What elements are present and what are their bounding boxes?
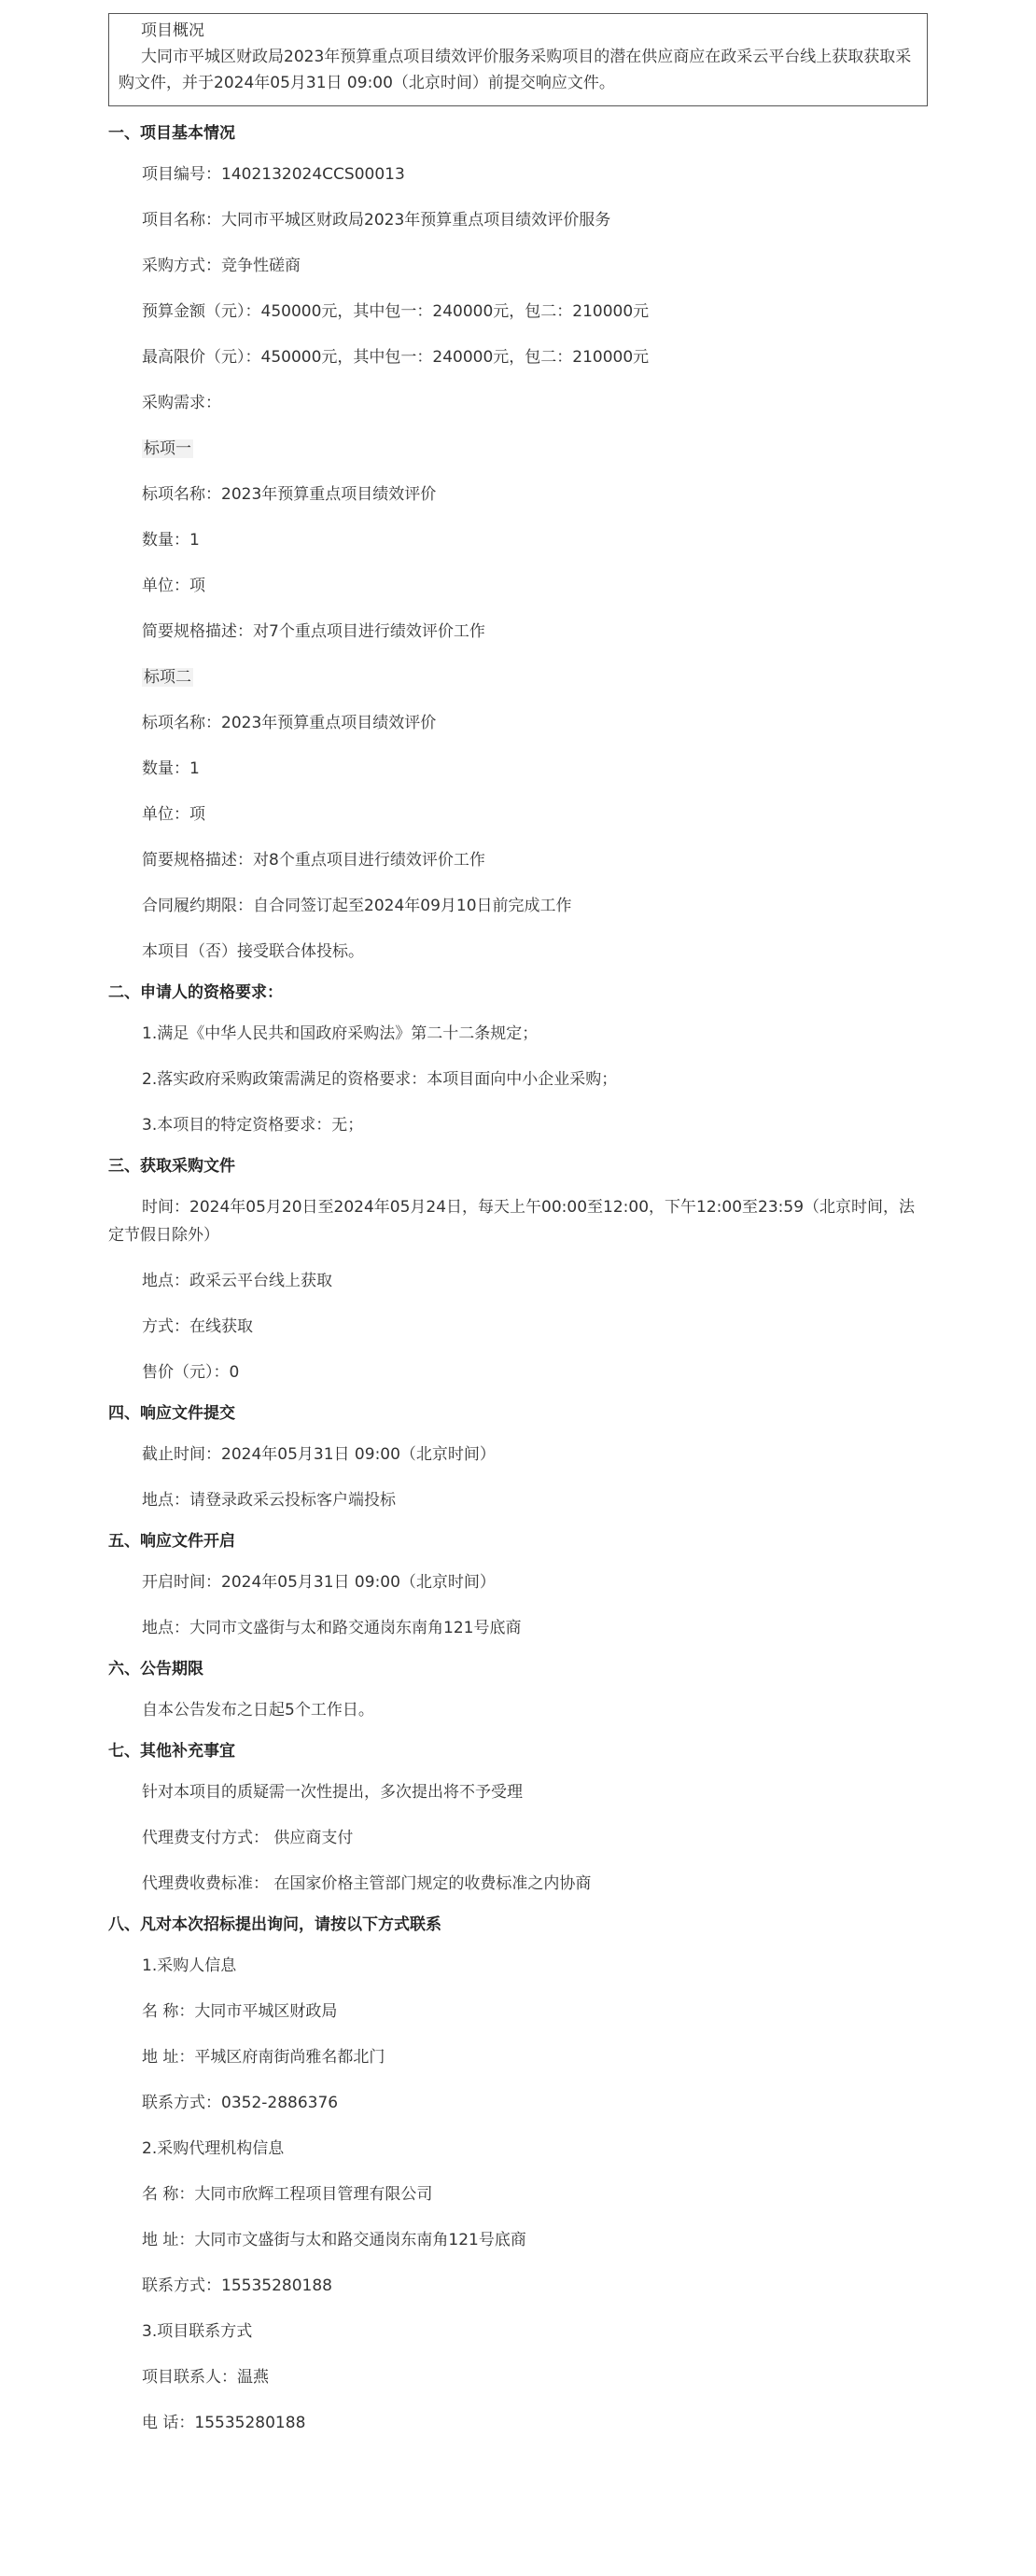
agency-fee-payment: 代理费支付方式： 供应商支付 bbox=[142, 1829, 354, 1847]
acquisition-location: 地点：政采云平台线上获取 bbox=[142, 1272, 332, 1290]
announcement-period: 自本公告发布之日起5个工作日。 bbox=[142, 1701, 374, 1720]
purchaser-name: 名 称：大同市平城区财政局 bbox=[142, 2002, 338, 2021]
opening-time: 开启时间：2024年05月31日 09:00（北京时间） bbox=[142, 1573, 496, 1592]
acquisition-method: 方式：在线获取 bbox=[142, 1317, 253, 1336]
section-8-title: 八、凡对本次招标提出询问，请按以下方式联系 bbox=[108, 1915, 441, 1934]
section-3-title: 三、获取采购文件 bbox=[108, 1157, 235, 1176]
project-contact-phone: 电 话：15535280188 bbox=[142, 2414, 306, 2432]
contract-period: 合同履约期限：自合同签订起至2024年09月10日前完成工作 bbox=[142, 897, 572, 915]
consortium-bidding: 本项目（否）接受联合体投标。 bbox=[142, 942, 364, 961]
project-name: 项目名称：大同市平城区财政局2023年预算重点项目绩效评价服务 bbox=[142, 211, 611, 230]
qualification-1: 1.满足《中华人民共和国政府采购法》第二十二条规定； bbox=[142, 1024, 539, 1043]
section-2-title: 二、申请人的资格要求： bbox=[108, 983, 283, 1002]
agency-info-heading: 2.采购代理机构信息 bbox=[142, 2139, 285, 2158]
procurement-requirements: 采购需求： bbox=[142, 394, 221, 412]
purchaser-contact: 联系方式：0352-2886376 bbox=[142, 2094, 339, 2112]
agency-contact: 联系方式：15535280188 bbox=[142, 2277, 332, 2295]
section-1-title: 一、项目基本情况 bbox=[108, 124, 235, 143]
lot-2-spec: 简要规格描述：对8个重点项目进行绩效评价工作 bbox=[142, 851, 485, 870]
section-7-title: 七、其他补充事宜 bbox=[108, 1742, 235, 1761]
section-5-title: 五、响应文件开启 bbox=[108, 1532, 235, 1551]
purchaser-address: 地 址：平城区府南街尚雅名都北门 bbox=[142, 2048, 385, 2067]
lot-1-unit: 单位：项 bbox=[142, 577, 205, 595]
lot-2-quantity: 数量：1 bbox=[142, 759, 200, 778]
max-price: 最高限价（元）：450000元，其中包一：240000元，包二：210000元 bbox=[142, 348, 650, 367]
budget-amount: 预算金额（元）：450000元，其中包一：240000元，包二：210000元 bbox=[142, 302, 650, 321]
project-contact-heading: 3.项目联系方式 bbox=[142, 2322, 253, 2341]
overview-title: 项目概况 bbox=[141, 21, 204, 40]
lot-2-label: 标项二 bbox=[144, 668, 191, 687]
qualification-2: 2.落实政府采购政策需满足的资格要求：本项目面向中小企业采购； bbox=[142, 1070, 618, 1089]
project-contact-person: 项目联系人：温燕 bbox=[142, 2368, 269, 2387]
challenge-note: 针对本项目的质疑需一次性提出，多次提出将不予受理 bbox=[142, 1783, 523, 1802]
lot-2-name: 标项名称：2023年预算重点项目绩效评价 bbox=[142, 714, 437, 732]
opening-location: 地点：大同市文盛街与太和路交通岗东南角121号底商 bbox=[142, 1619, 522, 1637]
project-number: 项目编号：1402132024CCS00013 bbox=[142, 165, 405, 184]
section-4-title: 四、响应文件提交 bbox=[108, 1404, 235, 1423]
project-overview-box bbox=[108, 13, 928, 106]
agency-address: 地 址：大同市文盛街与太和路交通岗东南角121号底商 bbox=[142, 2231, 526, 2249]
lot-1-name: 标项名称：2023年预算重点项目绩效评价 bbox=[142, 485, 437, 504]
announcement-document bbox=[108, 13, 928, 2437]
lot-1-quantity: 数量：1 bbox=[142, 531, 200, 550]
agency-fee-standard: 代理费收费标准： 在国家价格主管部门规定的收费标准之内协商 bbox=[142, 1874, 592, 1893]
submission-location: 地点：请登录政采云投标客户端投标 bbox=[142, 1491, 396, 1510]
agency-name: 名 称：大同市欣辉工程项目管理有限公司 bbox=[142, 2185, 433, 2204]
submission-deadline: 截止时间：2024年05月31日 09:00（北京时间） bbox=[142, 1445, 496, 1464]
document-price: 售价（元）：0 bbox=[142, 1363, 240, 1382]
acquisition-time: 时间：2024年05月20日至2024年05月24日，每天上午00:00至12:00，下午12:00至23:59（北京时间，法定节假日除外） bbox=[108, 1198, 916, 1245]
purchaser-info-heading: 1.采购人信息 bbox=[142, 1956, 237, 1975]
procurement-method: 采购方式：竞争性磋商 bbox=[142, 257, 301, 275]
section-6-title: 六、公告期限 bbox=[108, 1660, 203, 1678]
lot-1-label: 标项一 bbox=[144, 439, 191, 458]
qualification-3: 3.本项目的特定资格要求：无； bbox=[142, 1116, 364, 1135]
overview-text: 大同市平城区财政局2023年预算重点项目绩效评价服务采购项目的潜在供应商应在政采云平台线上获取获取采购文件，并于2024年05月31日 09:00（北京时间）前提交响应文件。 bbox=[119, 48, 912, 92]
lot-2-unit: 单位：项 bbox=[142, 805, 205, 824]
lot-1-spec: 简要规格描述：对7个重点项目进行绩效评价工作 bbox=[142, 622, 485, 641]
